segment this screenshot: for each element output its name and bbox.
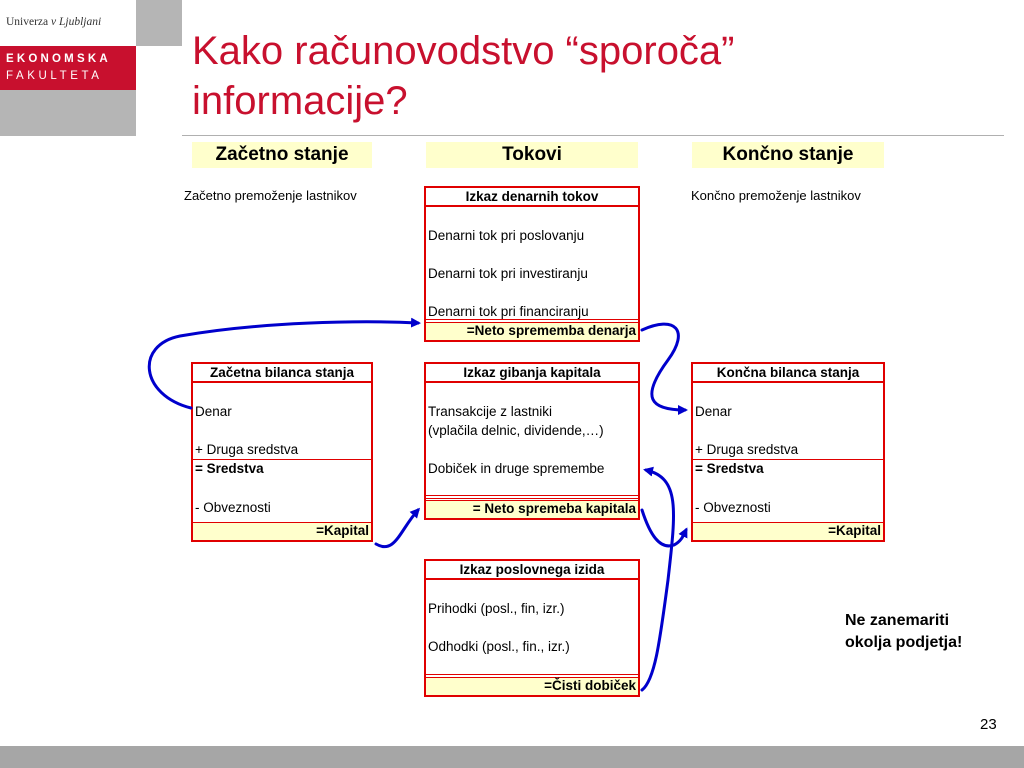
arrow-opening-equity-to-equity-changes (376, 510, 418, 547)
university-logo (0, 0, 136, 46)
closing-equity-label: Končno premoženje lastnikov (691, 188, 861, 203)
column-header-flows: Tokovi (426, 142, 638, 168)
closing-total-assets: = Sredstva (695, 461, 764, 476)
cash-flow-investing: Denarni tok pri investiranju (428, 266, 588, 281)
arrow-net-cash-to-closing-cash (642, 324, 685, 410)
closing-balance-title: Končna bilanca stanja (693, 364, 883, 383)
cash-flow-title: Izkaz denarnih tokov (426, 188, 638, 207)
arrow-net-income-to-profit (642, 470, 674, 690)
logo-gray-block-top (136, 0, 182, 46)
slide-title-line1: Kako računovodstvo “sporoča” (192, 29, 735, 73)
double-rule (426, 495, 638, 499)
note-environment (845, 610, 962, 654)
opening-liabilities: - Obveznosti (195, 500, 271, 515)
faculty-logo-line2: FAKULTETA (6, 70, 103, 82)
closing-other-assets: + Druga sredstva (695, 442, 799, 457)
faculty-logo (0, 46, 136, 90)
opening-other-assets: + Druga sredstva (195, 442, 299, 457)
university-name: Univerza (6, 16, 52, 28)
title-divider (182, 135, 1004, 136)
university-city: v Ljubljani (51, 16, 102, 28)
cash-flow-financing: Denarni tok pri financiranju (428, 304, 589, 319)
column-header-closing: Končno stanje (692, 142, 884, 168)
expenses: Odhodki (posl., fin., izr.) (428, 639, 570, 654)
closing-cash: Denar (695, 404, 732, 419)
owner-transactions-detail: (vplačila delnic, dividende,…) (428, 423, 604, 438)
slide-title (192, 26, 992, 126)
closing-balance-sheet (691, 362, 885, 542)
owner-transactions: Transakcije z lastniki (428, 404, 553, 419)
page-number: 23 (980, 716, 997, 733)
cash-flow-operating: Denarni tok pri poslovanju (428, 228, 585, 243)
revenues: Prihodki (posl., fin, izr.) (428, 601, 565, 616)
footer-bar (0, 746, 1024, 768)
cash-flow-statement (424, 186, 640, 342)
equity-changes-statement (424, 362, 640, 520)
separator (693, 459, 883, 460)
opening-equity-label: Začetno premoženje lastnikov (184, 188, 357, 203)
cash-flow-total: =Neto sprememba denarja (426, 322, 638, 340)
logo-gray-block-bottom (0, 90, 136, 136)
opening-equity-total: =Kapital (193, 522, 371, 540)
arrow-equity-change-to-closing-equity (642, 510, 686, 546)
slide-title-line2: informacije? (192, 79, 408, 123)
net-income-total: =Čisti dobiček (426, 677, 638, 695)
opening-balance-sheet (191, 362, 373, 542)
opening-balance-title: Začetna bilanca stanja (193, 364, 371, 383)
note-line1: Ne zanemariti (845, 612, 950, 629)
equity-changes-total: = Neto spremeba kapitala (426, 500, 638, 518)
profit-and-other-changes: Dobiček in druge spremembe (428, 461, 605, 476)
separator (193, 459, 371, 460)
income-statement-title: Izkaz poslovnega izida (426, 561, 638, 580)
income-statement (424, 559, 640, 697)
opening-cash: Denar (195, 404, 232, 419)
closing-liabilities: - Obveznosti (695, 500, 771, 515)
faculty-logo-line1: EKONOMSKA (6, 53, 111, 65)
note-line2: okolja podjetja! (845, 634, 963, 651)
column-header-opening: Začetno stanje (192, 142, 372, 168)
closing-equity-total: =Kapital (693, 522, 883, 540)
opening-total-assets: = Sredstva (195, 461, 264, 476)
equity-changes-title: Izkaz gibanja kapitala (426, 364, 638, 383)
